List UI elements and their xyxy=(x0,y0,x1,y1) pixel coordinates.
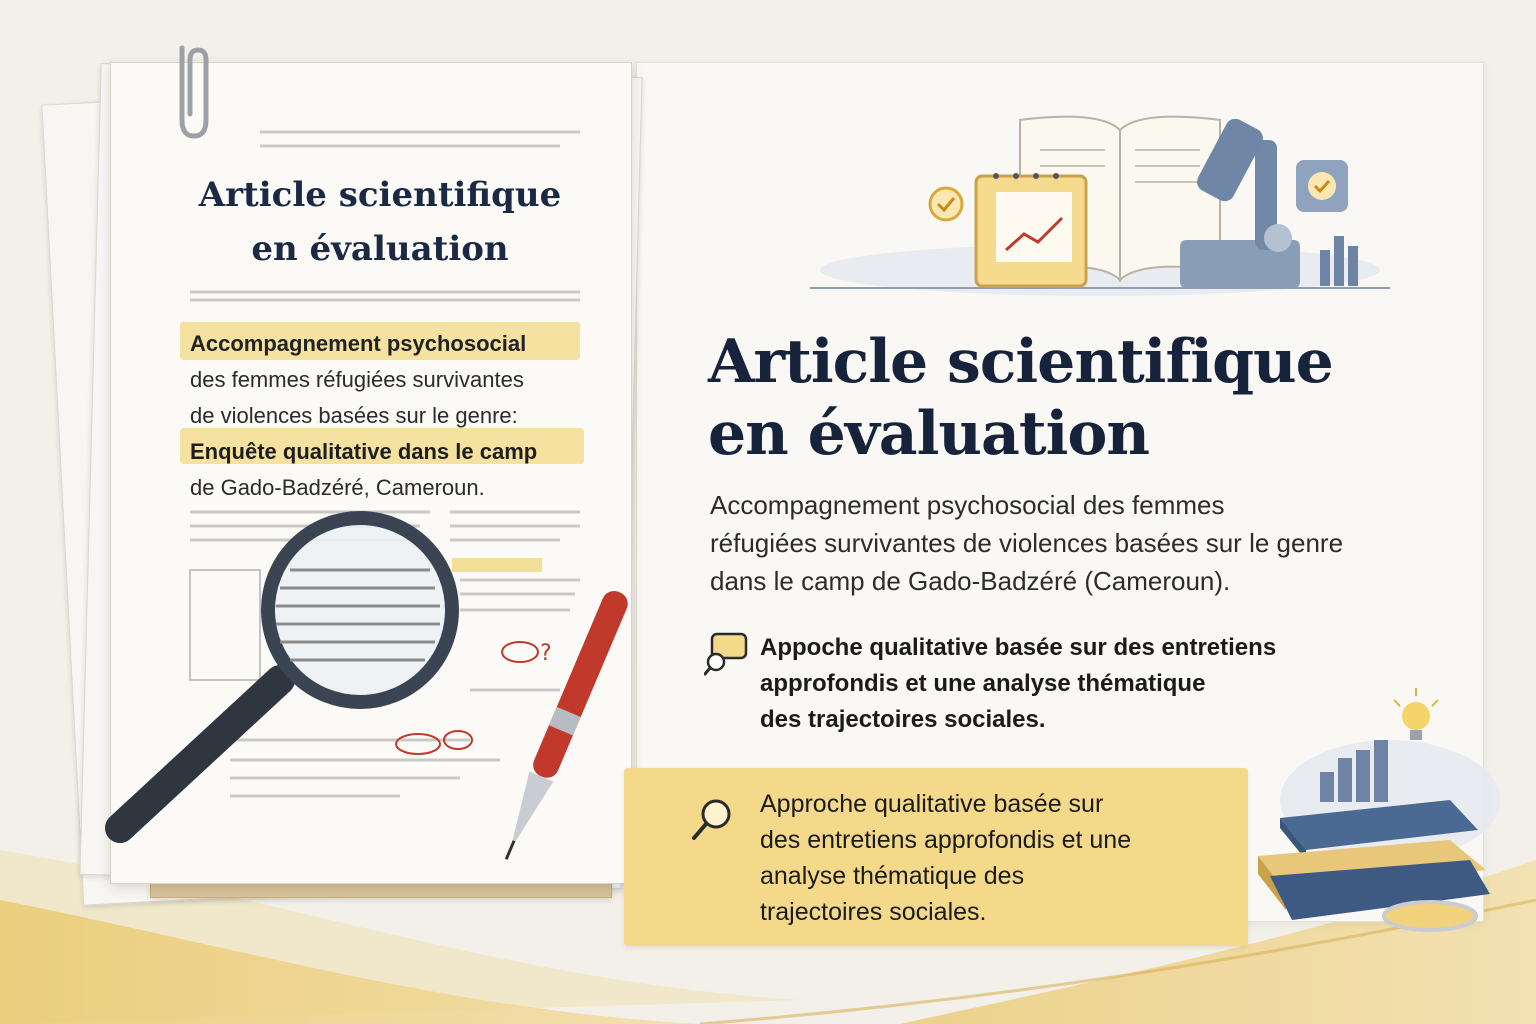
subtitle-line: dans le camp de Gado-Badzéré (Cameroun). xyxy=(710,566,1231,596)
document-line: Accompagnement psychosocial xyxy=(190,331,527,356)
subtitle-line: réfugiées survivantes de violences basées sur le genre xyxy=(710,528,1344,558)
subtitle-line: Accompagnement psychosocial des femmes xyxy=(710,490,1225,520)
document-line: de violences basées sur le genre: xyxy=(190,403,518,428)
research-illustration xyxy=(800,100,1400,300)
page-title-line: Article scientifique xyxy=(708,327,1333,397)
approach-line: Appoche qualitative basée sur des entretiens xyxy=(760,634,1277,661)
document-title xyxy=(150,168,610,276)
document-line: de Gado-Badzéré, Cameroun. xyxy=(190,475,485,500)
lightbulb-icon xyxy=(1394,688,1438,740)
checkmark-icon xyxy=(930,188,962,220)
callout-text xyxy=(760,786,1230,930)
svg-text:?: ? xyxy=(540,641,552,666)
callout-line: Approche qualitative basée sur xyxy=(760,790,1104,818)
chat-search-icon xyxy=(704,632,750,678)
checkmark-icon xyxy=(1296,160,1348,212)
search-icon xyxy=(690,794,738,842)
document-title-line: en évaluation xyxy=(251,229,509,269)
page-title-line: en évaluation xyxy=(708,399,1150,469)
page-subtitle xyxy=(710,486,1470,600)
books-stack-icon xyxy=(1250,680,1510,940)
callout-line: analyse thématique des xyxy=(760,862,1025,890)
pen-icon xyxy=(470,570,650,890)
calendar-chart-icon xyxy=(976,173,1086,286)
magnifier-icon xyxy=(80,510,480,870)
bar-chart-icon xyxy=(1320,236,1358,286)
document-line: des femmes réfugiées survivantes xyxy=(190,367,524,392)
callout-line: des entretiens approfondis et une xyxy=(760,826,1132,854)
document-line: Enquête qualitative dans le camp xyxy=(190,439,538,464)
paperclip-icon xyxy=(164,40,224,150)
approach-line: approfondis et une analyse thématique xyxy=(760,670,1206,697)
approach-line: des trajectoires sociales. xyxy=(760,706,1046,733)
document-abstract xyxy=(190,326,620,506)
document-title-line: Article scientifique xyxy=(198,175,562,215)
page-title xyxy=(708,326,1428,470)
callout-line: trajectoires sociales. xyxy=(760,898,987,926)
